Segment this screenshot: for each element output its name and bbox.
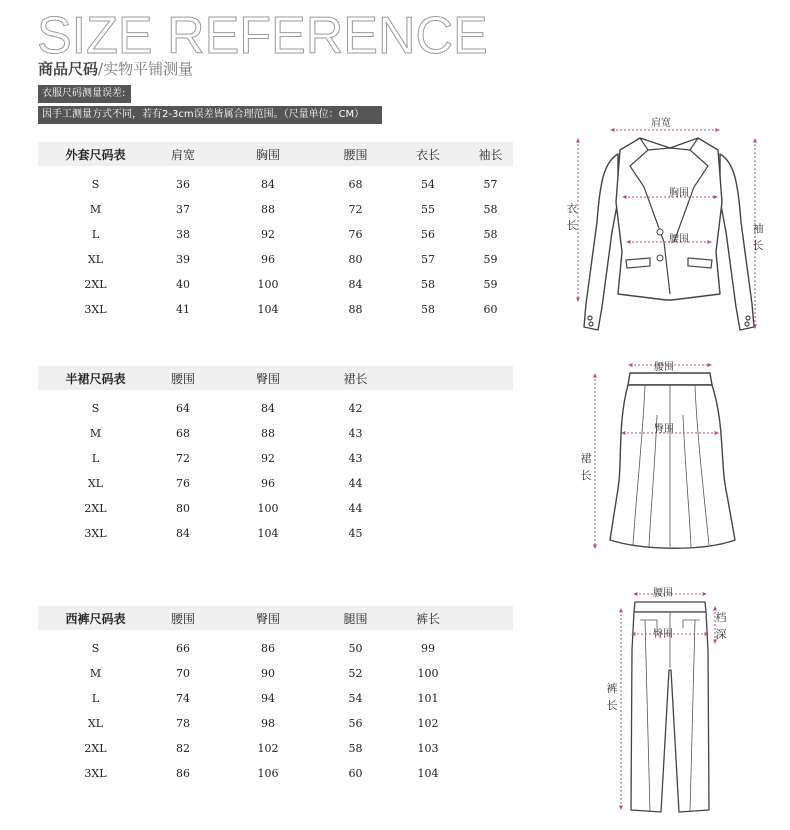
size-cell: 2XL <box>84 742 107 755</box>
table-row <box>38 172 513 197</box>
value-cell <box>468 661 513 686</box>
table-row <box>38 661 513 686</box>
column-header: 臀围 <box>213 606 323 630</box>
value-cell <box>468 736 513 761</box>
table-title: 西裤尺码表 <box>38 606 153 630</box>
value-cell: 58 <box>483 203 498 216</box>
pants-rise-label: 档 深 <box>715 611 727 641</box>
pants-hip-label: 臀围 <box>653 629 673 640</box>
column-header: 腿围 <box>323 606 388 630</box>
value-cell <box>468 686 513 711</box>
value-cell: 100 <box>257 278 279 291</box>
subtitle-bold: 商品尺码 <box>38 60 99 78</box>
column-header: 袖长 <box>468 142 513 166</box>
value-cell: 76 <box>176 477 190 490</box>
size-cell: XL <box>87 717 104 730</box>
jacket-sleeve-label: 袖 长 <box>752 222 764 252</box>
value-cell: 57 <box>483 178 498 191</box>
size-cell: S <box>91 178 100 191</box>
value-cell: 66 <box>176 642 190 655</box>
value-cell: 58 <box>348 742 363 755</box>
value-cell: 68 <box>348 178 363 191</box>
value-cell <box>388 471 468 496</box>
value-cell: 37 <box>176 203 190 216</box>
value-cell: 88 <box>261 427 275 440</box>
value-cell: 78 <box>176 717 190 730</box>
value-cell: 43 <box>348 452 363 465</box>
value-cell: 96 <box>261 253 275 266</box>
size-cell: M <box>89 667 102 680</box>
pants-waist-label: 腰围 <box>653 588 673 599</box>
column-header: 裙长 <box>323 366 388 390</box>
value-cell: 59 <box>483 278 498 291</box>
size-cell: 3XL <box>84 767 107 780</box>
pants-length-label: 裤 长 <box>606 682 618 712</box>
value-cell: 59 <box>483 253 498 266</box>
value-cell: 58 <box>421 303 435 316</box>
value-cell: 38 <box>176 228 190 241</box>
value-cell: 45 <box>348 527 363 540</box>
value-cell: 64 <box>176 402 190 415</box>
size-cell: L <box>91 692 100 705</box>
table-header-row <box>38 366 513 390</box>
table-title: 半裙尺码表 <box>38 366 153 390</box>
value-cell: 54 <box>421 178 435 191</box>
value-cell <box>468 396 513 421</box>
note-text: 因手工测量方式不同，若有2-3cm误差皆属合理范围。（尺量单位：CM） <box>38 106 382 124</box>
value-cell: 96 <box>261 477 275 490</box>
value-cell <box>388 521 468 546</box>
value-cell: 60 <box>348 767 363 780</box>
value-cell: 58 <box>421 278 435 291</box>
value-cell: 57 <box>421 253 435 266</box>
size-cell: L <box>91 228 100 241</box>
size-cell: 2XL <box>84 502 107 515</box>
note-label: 衣服尺码测量误差: <box>38 85 131 103</box>
value-cell <box>468 521 513 546</box>
value-cell: 84 <box>261 178 275 191</box>
value-cell: 41 <box>176 303 190 316</box>
value-cell <box>388 496 468 521</box>
jacket-diagram <box>560 112 780 337</box>
value-cell <box>468 471 513 496</box>
value-cell: 82 <box>176 742 190 755</box>
value-cell: 80 <box>348 253 363 266</box>
pants-size-table <box>38 606 513 786</box>
value-cell <box>388 396 468 421</box>
table-row <box>38 471 513 496</box>
table-row <box>38 421 513 446</box>
value-cell: 86 <box>261 642 275 655</box>
value-cell <box>388 421 468 446</box>
table-header-row <box>38 606 513 630</box>
table-row <box>38 197 513 222</box>
value-cell: 94 <box>261 692 275 705</box>
table-row <box>38 711 513 736</box>
value-cell: 99 <box>421 642 435 655</box>
value-cell: 102 <box>257 742 279 755</box>
value-cell: 92 <box>261 228 275 241</box>
value-cell: 88 <box>348 303 363 316</box>
table-row <box>38 272 513 297</box>
value-cell: 84 <box>176 527 190 540</box>
value-cell: 74 <box>176 692 190 705</box>
skirt-length-label: 裙 长 <box>580 452 592 482</box>
column-header: 腰围 <box>153 606 213 630</box>
value-cell: 106 <box>257 767 279 780</box>
table-row <box>38 297 513 322</box>
size-cell: XL <box>87 477 104 490</box>
value-cell: 100 <box>257 502 279 515</box>
size-cell: L <box>91 452 100 465</box>
jacket-chest-label: 胸围 <box>669 188 689 199</box>
skirt-size-table <box>38 366 513 546</box>
value-cell: 54 <box>348 692 363 705</box>
jacket-length-label: 衣 长 <box>566 202 578 232</box>
size-cell: S <box>91 402 100 415</box>
size-cell: M <box>89 203 102 216</box>
value-cell: 39 <box>176 253 190 266</box>
subtitle-rest: /实物平铺测量 <box>98 60 194 78</box>
value-cell: 100 <box>417 667 439 680</box>
table-row <box>38 396 513 421</box>
value-cell <box>468 446 513 471</box>
value-cell: 84 <box>348 278 363 291</box>
value-cell: 60 <box>483 303 498 316</box>
table-row <box>38 686 513 711</box>
value-cell: 72 <box>348 203 363 216</box>
value-cell: 36 <box>176 178 190 191</box>
value-cell: 76 <box>348 228 363 241</box>
value-cell: 50 <box>348 642 363 655</box>
value-cell: 101 <box>417 692 439 705</box>
skirt-diagram <box>575 355 760 560</box>
table-title: 外套尺码表 <box>38 142 153 166</box>
value-cell: 90 <box>261 667 275 680</box>
value-cell: 104 <box>257 303 279 316</box>
jacket-size-table <box>38 142 513 322</box>
jacket-waist-label: 腰围 <box>669 234 689 245</box>
value-cell: 70 <box>176 667 190 680</box>
table-row <box>38 636 513 661</box>
table-row <box>38 247 513 272</box>
column-header <box>468 606 513 630</box>
size-cell: 2XL <box>84 278 107 291</box>
value-cell <box>468 761 513 786</box>
value-cell <box>388 446 468 471</box>
size-cell: S <box>91 642 100 655</box>
value-cell: 92 <box>261 452 275 465</box>
column-header: 腰围 <box>153 366 213 390</box>
value-cell <box>468 496 513 521</box>
size-cell: 3XL <box>84 303 107 316</box>
value-cell <box>468 711 513 736</box>
skirt-waist-label: 腰围 <box>654 362 674 373</box>
value-cell: 42 <box>348 402 363 415</box>
value-cell: 56 <box>348 717 363 730</box>
table-row <box>38 222 513 247</box>
table-row <box>38 446 513 471</box>
size-cell: 3XL <box>84 527 107 540</box>
value-cell: 98 <box>261 717 275 730</box>
column-header: 肩宽 <box>153 142 213 166</box>
value-cell: 102 <box>417 717 439 730</box>
value-cell: 104 <box>257 527 279 540</box>
value-cell: 88 <box>261 203 275 216</box>
value-cell: 52 <box>348 667 363 680</box>
value-cell: 43 <box>348 427 363 440</box>
table-header-row <box>38 142 513 166</box>
value-cell: 86 <box>176 767 190 780</box>
value-cell: 104 <box>417 767 439 780</box>
value-cell: 55 <box>421 203 435 216</box>
page-subtitle <box>38 58 193 79</box>
size-cell: M <box>89 427 102 440</box>
value-cell: 44 <box>348 477 363 490</box>
value-cell: 58 <box>483 228 498 241</box>
skirt-hip-label: 臀围 <box>654 424 674 435</box>
value-cell: 40 <box>176 278 190 291</box>
value-cell: 56 <box>421 228 435 241</box>
value-cell: 103 <box>417 742 439 755</box>
value-cell: 80 <box>176 502 190 515</box>
column-header <box>388 366 468 390</box>
column-header: 臀围 <box>213 366 323 390</box>
table-row <box>38 521 513 546</box>
value-cell: 44 <box>348 502 363 515</box>
jacket-shoulder-label: 肩宽 <box>651 118 671 129</box>
size-cell: XL <box>87 253 104 266</box>
value-cell: 68 <box>176 427 190 440</box>
page-title: SIZE REFERENCE <box>37 7 488 65</box>
table-row <box>38 761 513 786</box>
column-header: 衣长 <box>388 142 468 166</box>
column-header: 腰围 <box>323 142 388 166</box>
table-row <box>38 736 513 761</box>
column-header: 裤长 <box>388 606 468 630</box>
value-cell: 72 <box>176 452 190 465</box>
column-header: 胸围 <box>213 142 323 166</box>
value-cell <box>468 636 513 661</box>
column-header <box>468 366 513 390</box>
value-cell: 84 <box>261 402 275 415</box>
table-row <box>38 496 513 521</box>
value-cell <box>468 421 513 446</box>
